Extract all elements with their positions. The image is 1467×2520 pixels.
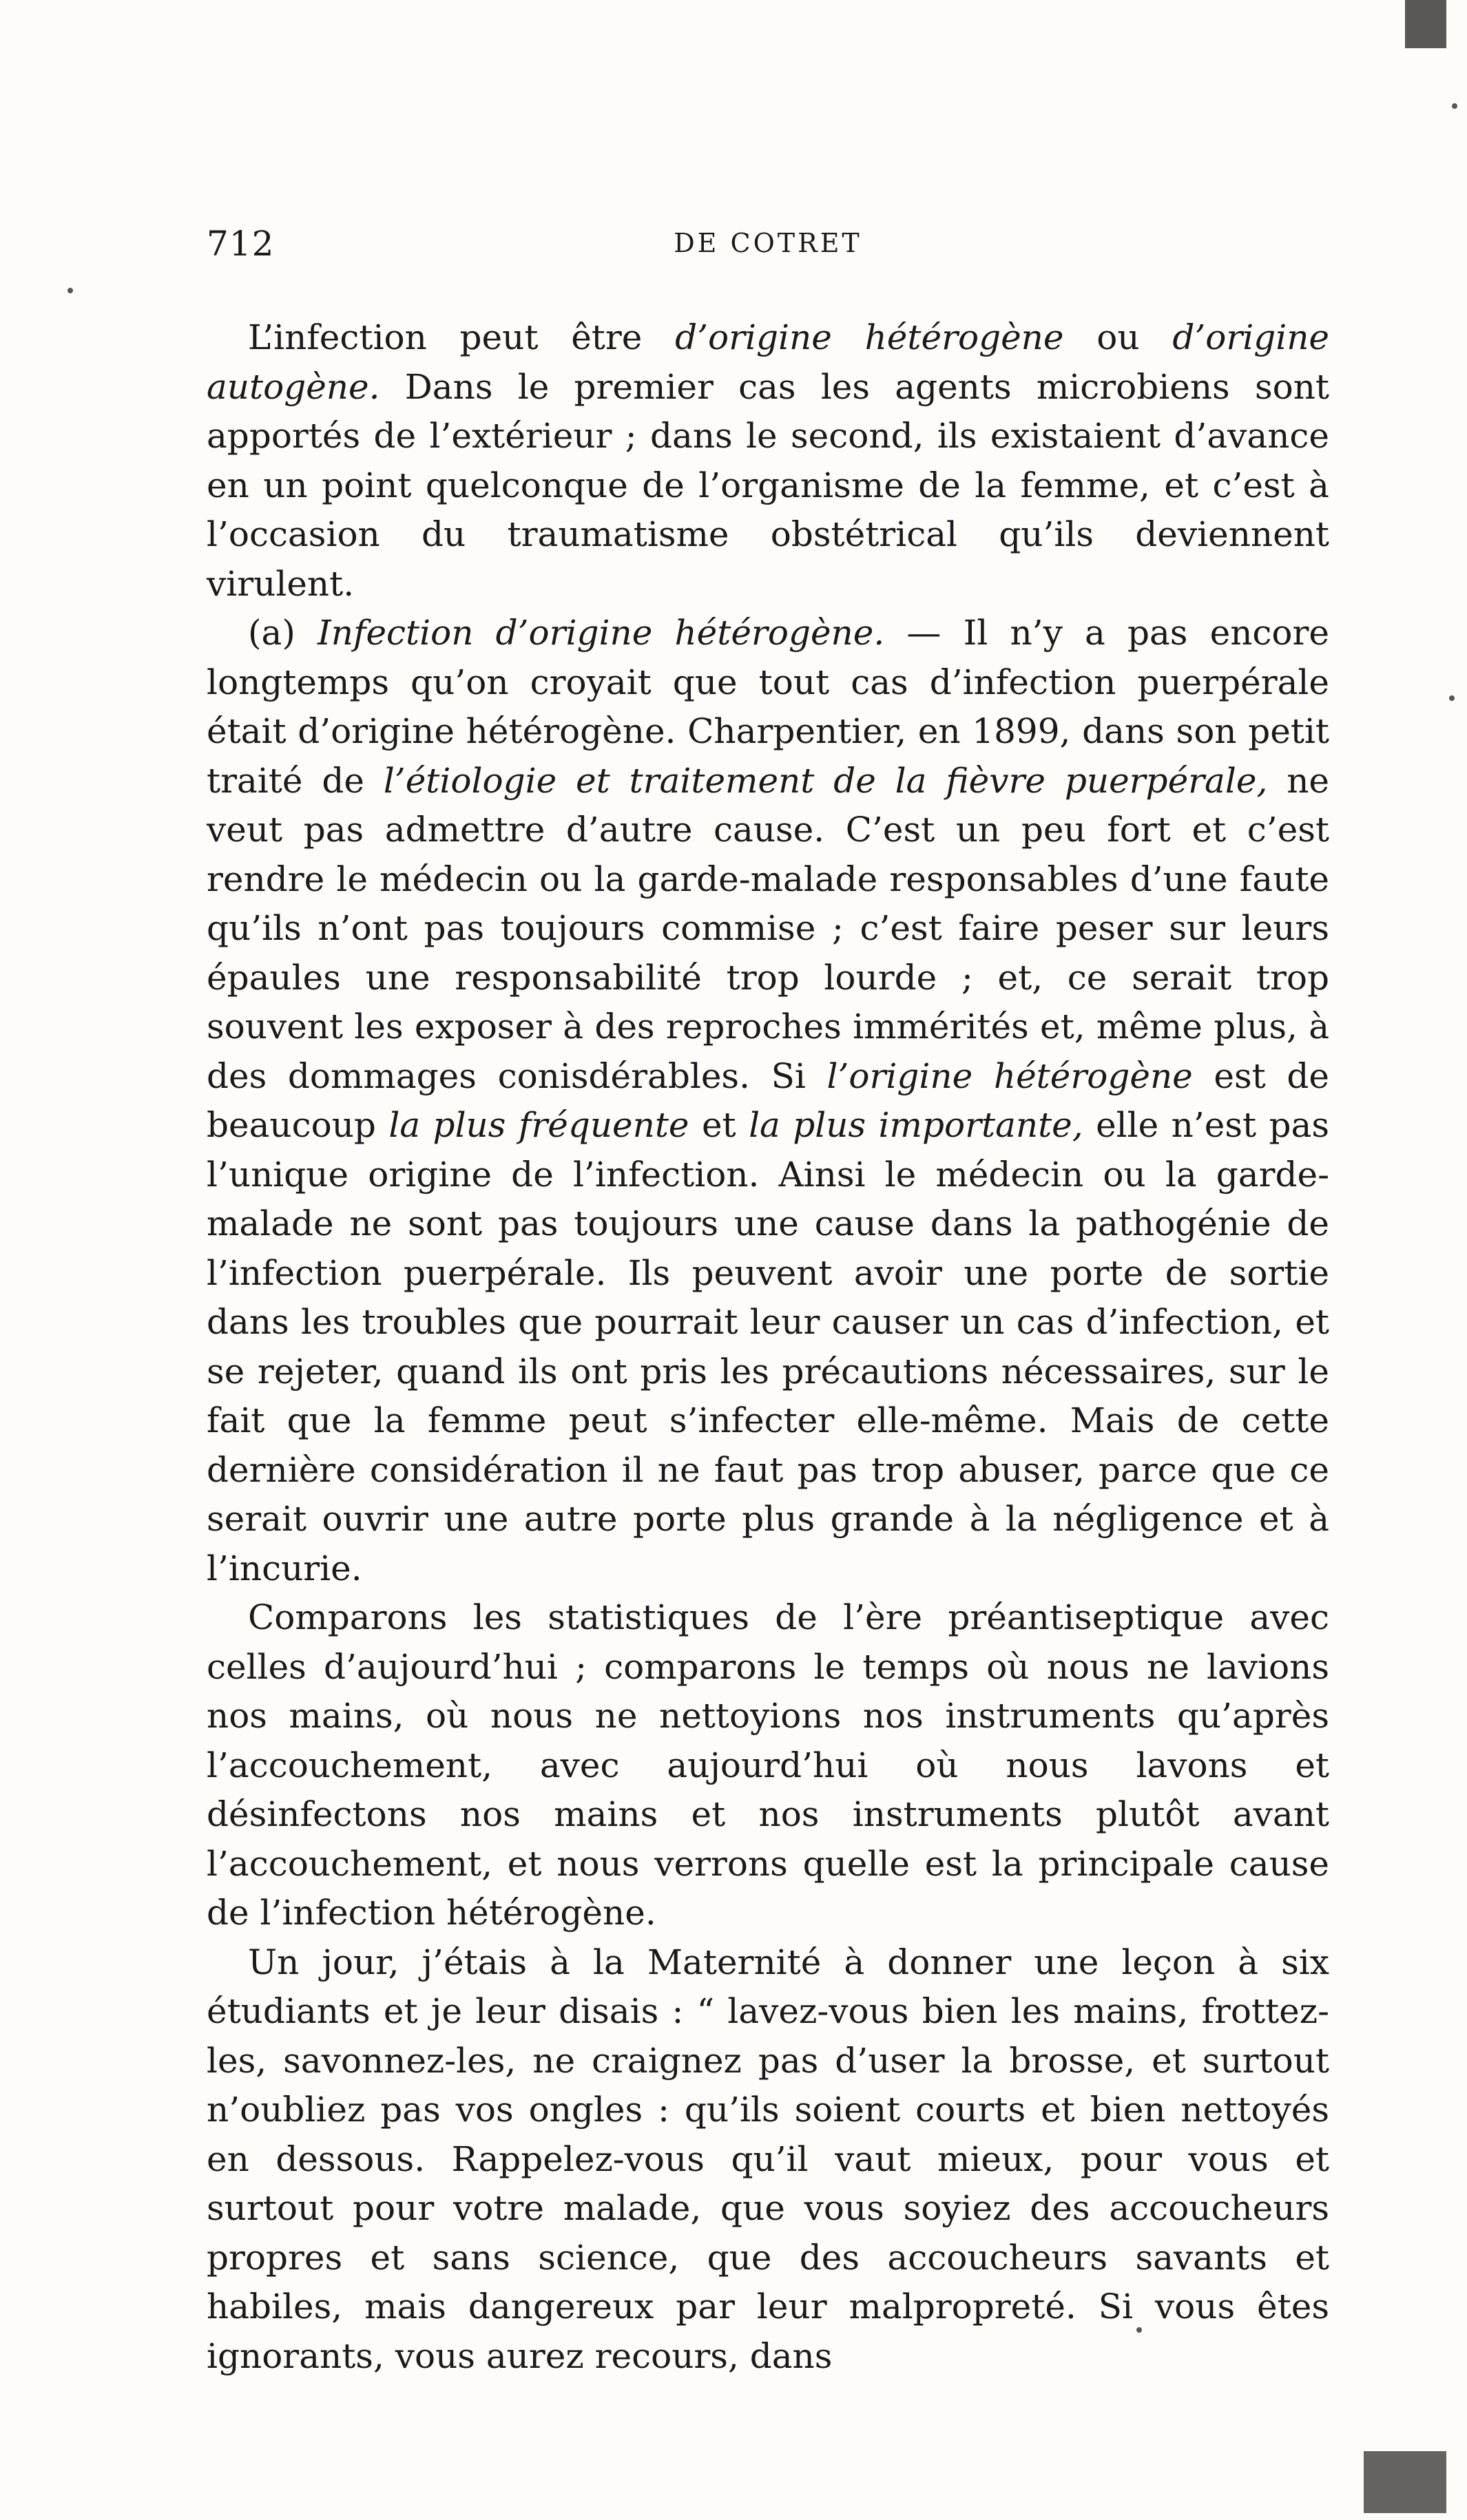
italic-text: l’étiologie et traitement de la fièvre puerpérale, xyxy=(383,760,1268,801)
text-run: ne veut pas admettre d’autre cause. C’est un peu fort et c’est rendre le médecin ou la garde-malade responsables d’une faute qu’ils n’ont pas toujours commise ; c’est faire peser sur leurs épaules une responsabilité trop lourde ; et, ce serait trop souvent les exposer à des reproches immérités et, même plus, à des dommages conisdérables. Si xyxy=(207,760,1329,1096)
text-run: (a) xyxy=(248,613,318,653)
text-run: ou xyxy=(1063,317,1173,357)
italic-text: la plus importante, xyxy=(749,1105,1083,1145)
italic-text: d’origine autogène. xyxy=(207,317,1330,407)
scan-edge-mark-top xyxy=(1405,0,1446,48)
running-head xyxy=(207,224,1329,272)
scan-speck xyxy=(67,288,73,293)
text-run: est de beaucoup xyxy=(207,1056,1330,1145)
text-run: elle n’est pas l’unique origine de l’infection. Ainsi le médecin ou la garde-malade ne sont pas toujours une cause dans la pathogénie de l’infection puerpérale. Ils peuvent avoir une porte de sortie dans les troubles que pourrait leur causer un cas d’infection, et se rejeter, quand ils ont pris les précautions nécessaires, sur le fait que la femme peut s’infecter elle-même. Mais de cette dernière considération il ne faut pas trop abuser, parce que ce serait ouvrir une autre porte plus grande à la négligence et à l’incurie. xyxy=(207,1105,1329,1588)
italic-text: la plus fréquente xyxy=(388,1105,689,1145)
paragraph xyxy=(207,1593,1329,1938)
scan-speck xyxy=(1136,2327,1142,2333)
paragraph xyxy=(207,1938,1329,2382)
scan-edge-mark-bottom xyxy=(1364,2451,1446,2513)
text-run: — Il n’y a pas encore longtemps qu’on croyait que tout cas d’infection puerpérale était d’origine hétérogène. Charpentier, en 1899, dans son petit traité de xyxy=(207,613,1330,801)
body-text xyxy=(207,313,1329,2381)
scan-speck xyxy=(1452,103,1457,109)
scan-speck xyxy=(1449,695,1455,701)
text-run: Dans le premier cas les agents microbiens sont apportés de l’extérieur ; dans le second, ils existaient d’avance en un point quelconque de l’organisme de la femme, et c’est à l’occasion du traumatisme obstétrical qu’ils deviennent virulent. xyxy=(207,366,1329,604)
italic-text: Infection d’origine hétérogène. xyxy=(318,613,885,653)
text-run: Un jour, j’étais à la Maternité à donner une leçon à six étudiants et je leur disais : “ lavez-vous bien les mains, frottez-les, savonnez-les, ne craignez pas d’user la brosse, et surtout n’oubliez pas vos ongles : qu’ils soient courts et bien nettoyés en dessous. Rappelez-vous qu’il vaut mieux, pour vous et surtout pour votre malade, que vous soyiez des accoucheurs propres et sans science, que des accoucheurs savants et habiles, mais dangereux par leur malpropreté. Si vous êtes ignorants, vous aurez recours, dans xyxy=(207,1942,1329,2376)
paragraph xyxy=(207,313,1329,609)
running-title: DE COTRET xyxy=(674,228,862,258)
italic-text: d’origine hétérogène xyxy=(675,317,1064,357)
page-number: 712 xyxy=(207,224,275,264)
text-run: et xyxy=(689,1105,749,1145)
text-run: Comparons les statistiques de l’ère préantiseptique avec celles d’aujourd’hui ; comparons le temps où nous ne lavions nos mains, où nous ne nettoyions nos instruments qu’après l’accouchement, avec aujourd’hui où nous lavons et désinfectons nos mains et nos instruments plutôt avant l’accouchement, et nous verrons quelle est la principale cause de l’infection hétérogène. xyxy=(207,1597,1329,1933)
italic-text: l’origine hétérogène xyxy=(826,1056,1193,1096)
text-run: L’infection peut être xyxy=(248,317,676,357)
paragraph xyxy=(207,609,1329,1593)
